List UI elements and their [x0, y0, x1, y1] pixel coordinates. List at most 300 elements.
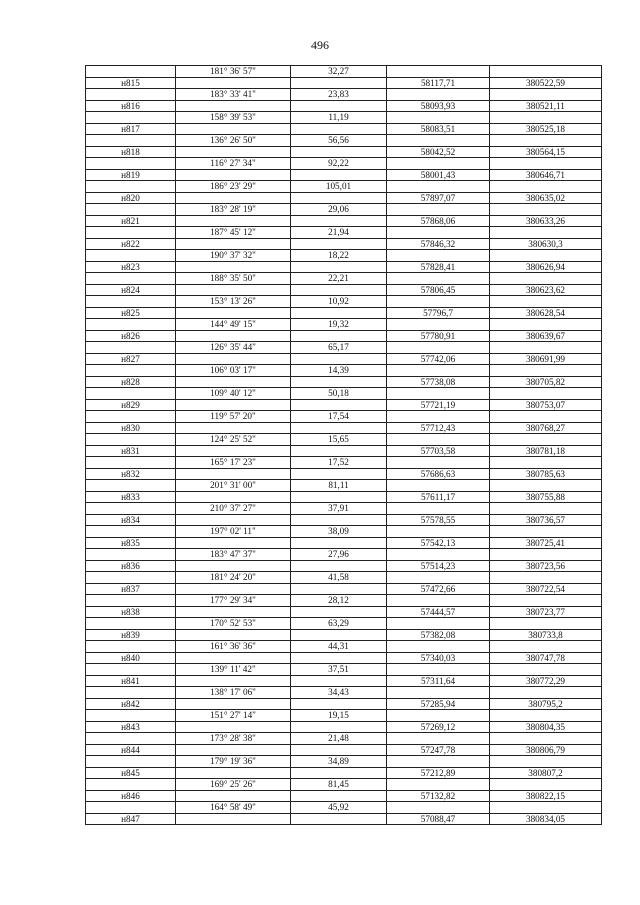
x-coordinate-cell — [387, 572, 490, 584]
distance-cell: 81,45 — [291, 779, 387, 791]
y-coordinate-cell: 380635,02 — [490, 192, 602, 204]
y-coordinate-cell — [490, 434, 602, 446]
point-name-cell: н842 — [86, 698, 176, 710]
distance-cell: 50,18 — [291, 388, 387, 400]
distance-cell — [291, 514, 387, 526]
y-coordinate-cell: 380733,8 — [490, 629, 602, 641]
x-coordinate-cell — [387, 204, 490, 216]
angle-cell: 183° 33' 41" — [176, 89, 291, 101]
angle-cell: 144° 49' 15" — [176, 319, 291, 331]
x-coordinate-cell: 57578,55 — [387, 514, 490, 526]
distance-cell: 22,21 — [291, 273, 387, 285]
distance-cell: 21,94 — [291, 227, 387, 239]
angle-cell — [176, 744, 291, 756]
y-coordinate-cell: 380723,77 — [490, 606, 602, 618]
distance-cell — [291, 146, 387, 158]
distance-cell — [291, 767, 387, 779]
x-coordinate-cell — [387, 66, 490, 78]
angle-cell — [176, 652, 291, 664]
table-row — [86, 89, 602, 101]
x-coordinate-cell — [387, 779, 490, 791]
y-coordinate-cell — [490, 572, 602, 584]
table-row — [86, 434, 602, 446]
distance-cell — [291, 284, 387, 296]
point-name-cell — [86, 342, 176, 354]
x-coordinate-cell: 58042,52 — [387, 146, 490, 158]
distance-cell — [291, 192, 387, 204]
x-coordinate-cell: 57340,03 — [387, 652, 490, 664]
point-name-cell — [86, 365, 176, 377]
y-coordinate-cell: 380705,82 — [490, 376, 602, 388]
angle-cell — [176, 100, 291, 112]
angle-cell — [176, 491, 291, 503]
angle-cell: 181° 36' 57" — [176, 66, 291, 78]
distance-cell — [291, 123, 387, 135]
angle-cell — [176, 583, 291, 595]
table-row — [86, 526, 602, 538]
point-name-cell — [86, 779, 176, 791]
distance-cell: 34,43 — [291, 687, 387, 699]
angle-cell: 119° 57' 20" — [176, 411, 291, 423]
table-row — [86, 330, 602, 342]
point-name-cell — [86, 89, 176, 101]
point-name-cell: н822 — [86, 238, 176, 250]
point-name-cell — [86, 204, 176, 216]
distance-cell: 38,09 — [291, 526, 387, 538]
distance-cell: 56,56 — [291, 135, 387, 147]
y-coordinate-cell — [490, 595, 602, 607]
angle-cell: 210° 37' 27" — [176, 503, 291, 515]
distance-cell: 19,15 — [291, 710, 387, 722]
distance-cell: 37,51 — [291, 664, 387, 676]
x-coordinate-cell — [387, 756, 490, 768]
y-coordinate-cell — [490, 135, 602, 147]
y-coordinate-cell: 380736,57 — [490, 514, 602, 526]
table-row — [86, 595, 602, 607]
table-row — [86, 342, 602, 354]
x-coordinate-cell — [387, 227, 490, 239]
table-row — [86, 675, 602, 687]
distance-cell — [291, 790, 387, 802]
table-row — [86, 388, 602, 400]
table-row — [86, 710, 602, 722]
x-coordinate-cell: 57780,91 — [387, 330, 490, 342]
table-row — [86, 790, 602, 802]
angle-cell: 158° 39' 53" — [176, 112, 291, 124]
point-name-cell: н825 — [86, 307, 176, 319]
point-name-cell: н833 — [86, 491, 176, 503]
table-row — [86, 514, 602, 526]
x-coordinate-cell — [387, 641, 490, 653]
x-coordinate-cell: 57311,64 — [387, 675, 490, 687]
x-coordinate-cell: 57542,13 — [387, 537, 490, 549]
x-coordinate-cell: 57514,23 — [387, 560, 490, 572]
x-coordinate-cell: 57382,08 — [387, 629, 490, 641]
angle-cell — [176, 146, 291, 158]
table-row — [86, 457, 602, 469]
distance-cell: 105,01 — [291, 181, 387, 193]
distance-cell — [291, 77, 387, 89]
table-row — [86, 445, 602, 457]
table-row — [86, 307, 602, 319]
y-coordinate-cell: 380807,2 — [490, 767, 602, 779]
distance-cell: 23,83 — [291, 89, 387, 101]
x-coordinate-cell — [387, 250, 490, 262]
angle-cell: 138° 17' 06" — [176, 687, 291, 699]
distance-cell: 92,22 — [291, 158, 387, 170]
x-coordinate-cell — [387, 526, 490, 538]
distance-cell: 44,31 — [291, 641, 387, 653]
point-name-cell — [86, 710, 176, 722]
table-row — [86, 376, 602, 388]
angle-cell — [176, 721, 291, 733]
table-row — [86, 687, 602, 699]
y-coordinate-cell — [490, 802, 602, 814]
table-row — [86, 491, 602, 503]
angle-cell: 153° 13' 26" — [176, 296, 291, 308]
y-coordinate-cell — [490, 250, 602, 262]
distance-cell — [291, 675, 387, 687]
angle-cell: 201° 31' 00" — [176, 480, 291, 492]
x-coordinate-cell — [387, 181, 490, 193]
angle-cell: 165° 17' 23" — [176, 457, 291, 469]
x-coordinate-cell: 57846,32 — [387, 238, 490, 250]
angle-cell — [176, 445, 291, 457]
distance-cell — [291, 491, 387, 503]
y-coordinate-cell — [490, 779, 602, 791]
angle-cell: 183° 28' 19" — [176, 204, 291, 216]
y-coordinate-cell: 380722,54 — [490, 583, 602, 595]
distance-cell — [291, 445, 387, 457]
y-coordinate-cell: 380633,26 — [490, 215, 602, 227]
x-coordinate-cell — [387, 457, 490, 469]
x-coordinate-cell: 57212,89 — [387, 767, 490, 779]
distance-cell: 15,65 — [291, 434, 387, 446]
table-row — [86, 238, 602, 250]
distance-cell: 19,32 — [291, 319, 387, 331]
y-coordinate-cell — [490, 112, 602, 124]
table-row — [86, 123, 602, 135]
y-coordinate-cell: 380747,78 — [490, 652, 602, 664]
angle-cell — [176, 376, 291, 388]
table-row — [86, 802, 602, 814]
distance-cell — [291, 468, 387, 480]
table-row — [86, 721, 602, 733]
angle-cell: 188° 35' 50" — [176, 273, 291, 285]
x-coordinate-cell: 57806,45 — [387, 284, 490, 296]
y-coordinate-cell: 380521,11 — [490, 100, 602, 112]
point-name-cell — [86, 158, 176, 170]
angle-cell — [176, 813, 291, 825]
distance-cell — [291, 100, 387, 112]
x-coordinate-cell: 57721,19 — [387, 399, 490, 411]
y-coordinate-cell — [490, 388, 602, 400]
angle-cell: 177° 29' 34" — [176, 595, 291, 607]
y-coordinate-cell — [490, 204, 602, 216]
point-name-cell — [86, 411, 176, 423]
point-name-cell: н832 — [86, 468, 176, 480]
y-coordinate-cell — [490, 411, 602, 423]
x-coordinate-cell — [387, 388, 490, 400]
y-coordinate-cell: 380753,07 — [490, 399, 602, 411]
angle-cell: 126° 35' 44" — [176, 342, 291, 354]
x-coordinate-cell: 57897,07 — [387, 192, 490, 204]
x-coordinate-cell: 57269,12 — [387, 721, 490, 733]
x-coordinate-cell — [387, 687, 490, 699]
point-name-cell: н846 — [86, 790, 176, 802]
y-coordinate-cell — [490, 687, 602, 699]
y-coordinate-cell: 380626,94 — [490, 261, 602, 273]
x-coordinate-cell — [387, 342, 490, 354]
x-coordinate-cell — [387, 802, 490, 814]
x-coordinate-cell — [387, 710, 490, 722]
table-row — [86, 641, 602, 653]
point-name-cell: н819 — [86, 169, 176, 181]
point-name-cell: н831 — [86, 445, 176, 457]
point-name-cell: н828 — [86, 376, 176, 388]
y-coordinate-cell: 380795,2 — [490, 698, 602, 710]
x-coordinate-cell — [387, 296, 490, 308]
x-coordinate-cell — [387, 434, 490, 446]
point-name-cell — [86, 480, 176, 492]
angle-cell — [176, 77, 291, 89]
distance-cell — [291, 215, 387, 227]
point-name-cell — [86, 572, 176, 584]
x-coordinate-cell — [387, 595, 490, 607]
y-coordinate-cell — [490, 66, 602, 78]
point-name-cell: н844 — [86, 744, 176, 756]
distance-cell: 37,91 — [291, 503, 387, 515]
distance-cell: 14,39 — [291, 365, 387, 377]
point-name-cell — [86, 112, 176, 124]
angle-cell: 170° 52' 53" — [176, 618, 291, 630]
angle-cell — [176, 422, 291, 434]
table-row — [86, 629, 602, 641]
distance-cell: 34,89 — [291, 756, 387, 768]
angle-cell — [176, 238, 291, 250]
y-coordinate-cell — [490, 503, 602, 515]
point-name-cell: н830 — [86, 422, 176, 434]
angle-cell — [176, 606, 291, 618]
point-name-cell: н847 — [86, 813, 176, 825]
point-name-cell — [86, 756, 176, 768]
point-name-cell — [86, 181, 176, 193]
y-coordinate-cell — [490, 342, 602, 354]
y-coordinate-cell — [490, 296, 602, 308]
table-row — [86, 480, 602, 492]
point-name-cell: н816 — [86, 100, 176, 112]
point-name-cell — [86, 66, 176, 78]
distance-cell: 10,92 — [291, 296, 387, 308]
angle-cell — [176, 215, 291, 227]
y-coordinate-cell: 380725,41 — [490, 537, 602, 549]
distance-cell — [291, 537, 387, 549]
angle-cell — [176, 468, 291, 480]
point-name-cell: н823 — [86, 261, 176, 273]
angle-cell — [176, 560, 291, 572]
point-name-cell: н815 — [86, 77, 176, 89]
distance-cell — [291, 353, 387, 365]
y-coordinate-cell: 380691,99 — [490, 353, 602, 365]
angle-cell: 173° 28' 38" — [176, 733, 291, 745]
y-coordinate-cell: 380781,18 — [490, 445, 602, 457]
angle-cell: 169° 25' 26" — [176, 779, 291, 791]
table-row — [86, 250, 602, 262]
distance-cell: 65,17 — [291, 342, 387, 354]
table-row — [86, 227, 602, 239]
distance-cell — [291, 330, 387, 342]
y-coordinate-cell — [490, 756, 602, 768]
y-coordinate-cell — [490, 549, 602, 561]
x-coordinate-cell — [387, 158, 490, 170]
distance-cell: 63,29 — [291, 618, 387, 630]
table-row — [86, 192, 602, 204]
angle-cell: 116° 27' 34" — [176, 158, 291, 170]
x-coordinate-cell — [387, 135, 490, 147]
point-name-cell — [86, 641, 176, 653]
y-coordinate-cell — [490, 480, 602, 492]
y-coordinate-cell: 380768,27 — [490, 422, 602, 434]
distance-cell — [291, 422, 387, 434]
x-coordinate-cell — [387, 89, 490, 101]
table-row — [86, 204, 602, 216]
distance-cell — [291, 560, 387, 572]
y-coordinate-cell — [490, 526, 602, 538]
point-name-cell: н820 — [86, 192, 176, 204]
distance-cell — [291, 721, 387, 733]
table-row — [86, 353, 602, 365]
y-coordinate-cell — [490, 181, 602, 193]
coordinates-table — [85, 65, 602, 825]
y-coordinate-cell: 380522,59 — [490, 77, 602, 89]
angle-cell — [176, 169, 291, 181]
table-row — [86, 319, 602, 331]
x-coordinate-cell: 57686,63 — [387, 468, 490, 480]
x-coordinate-cell: 57247,78 — [387, 744, 490, 756]
y-coordinate-cell: 380822,15 — [490, 790, 602, 802]
distance-cell: 29,06 — [291, 204, 387, 216]
point-name-cell — [86, 457, 176, 469]
angle-cell — [176, 698, 291, 710]
y-coordinate-cell: 380785,63 — [490, 468, 602, 480]
table-row — [86, 779, 602, 791]
angle-cell — [176, 514, 291, 526]
angle-cell — [176, 399, 291, 411]
angle-cell — [176, 537, 291, 549]
angle-cell — [176, 123, 291, 135]
x-coordinate-cell — [387, 664, 490, 676]
point-name-cell — [86, 802, 176, 814]
y-coordinate-cell: 380623,62 — [490, 284, 602, 296]
distance-cell — [291, 169, 387, 181]
y-coordinate-cell — [490, 319, 602, 331]
angle-cell — [176, 790, 291, 802]
point-name-cell: н845 — [86, 767, 176, 779]
angle-cell: 136° 26' 50" — [176, 135, 291, 147]
table-row — [86, 100, 602, 112]
angle-cell: 190° 37' 32" — [176, 250, 291, 262]
point-name-cell: н826 — [86, 330, 176, 342]
distance-cell — [291, 583, 387, 595]
angle-cell — [176, 675, 291, 687]
table-row — [86, 158, 602, 170]
x-coordinate-cell: 57712,43 — [387, 422, 490, 434]
distance-cell: 17,52 — [291, 457, 387, 469]
x-coordinate-cell: 58001,43 — [387, 169, 490, 181]
table-row — [86, 399, 602, 411]
point-name-cell: н839 — [86, 629, 176, 641]
distance-cell — [291, 376, 387, 388]
x-coordinate-cell: 57132,82 — [387, 790, 490, 802]
distance-cell: 45,92 — [291, 802, 387, 814]
table-row — [86, 146, 602, 158]
table-row — [86, 273, 602, 285]
table-row — [86, 813, 602, 825]
point-name-cell — [86, 227, 176, 239]
angle-cell: 186° 23' 29" — [176, 181, 291, 193]
angle-cell — [176, 284, 291, 296]
table-row — [86, 77, 602, 89]
y-coordinate-cell: 380564,15 — [490, 146, 602, 158]
x-coordinate-cell — [387, 618, 490, 630]
y-coordinate-cell — [490, 158, 602, 170]
distance-cell — [291, 238, 387, 250]
point-name-cell: н843 — [86, 721, 176, 733]
angle-cell: 197° 02' 11" — [176, 526, 291, 538]
y-coordinate-cell: 380755,88 — [490, 491, 602, 503]
table-row — [86, 583, 602, 595]
distance-cell — [291, 744, 387, 756]
distance-cell: 11,19 — [291, 112, 387, 124]
angle-cell — [176, 307, 291, 319]
distance-cell: 21,48 — [291, 733, 387, 745]
x-coordinate-cell — [387, 273, 490, 285]
x-coordinate-cell: 57828,41 — [387, 261, 490, 273]
y-coordinate-cell — [490, 618, 602, 630]
table-row — [86, 365, 602, 377]
angle-cell: 164° 58' 49" — [176, 802, 291, 814]
table-row — [86, 767, 602, 779]
table-row — [86, 468, 602, 480]
x-coordinate-cell — [387, 365, 490, 377]
y-coordinate-cell: 380630,3 — [490, 238, 602, 250]
table-row — [86, 261, 602, 273]
table-row — [86, 572, 602, 584]
x-coordinate-cell — [387, 549, 490, 561]
table-row — [86, 744, 602, 756]
point-name-cell: н827 — [86, 353, 176, 365]
distance-cell — [291, 307, 387, 319]
x-coordinate-cell — [387, 411, 490, 423]
y-coordinate-cell: 380834,05 — [490, 813, 602, 825]
point-name-cell — [86, 319, 176, 331]
distance-cell: 41,58 — [291, 572, 387, 584]
table-row — [86, 606, 602, 618]
table-row — [86, 215, 602, 227]
y-coordinate-cell: 380628,54 — [490, 307, 602, 319]
x-coordinate-cell — [387, 480, 490, 492]
y-coordinate-cell — [490, 710, 602, 722]
x-coordinate-cell: 57472,66 — [387, 583, 490, 595]
distance-cell: 81,11 — [291, 480, 387, 492]
distance-cell — [291, 399, 387, 411]
angle-cell — [176, 261, 291, 273]
point-name-cell: н837 — [86, 583, 176, 595]
angle-cell: 181° 24' 20" — [176, 572, 291, 584]
y-coordinate-cell: 380646,71 — [490, 169, 602, 181]
x-coordinate-cell — [387, 503, 490, 515]
x-coordinate-cell: 57796,7 — [387, 307, 490, 319]
